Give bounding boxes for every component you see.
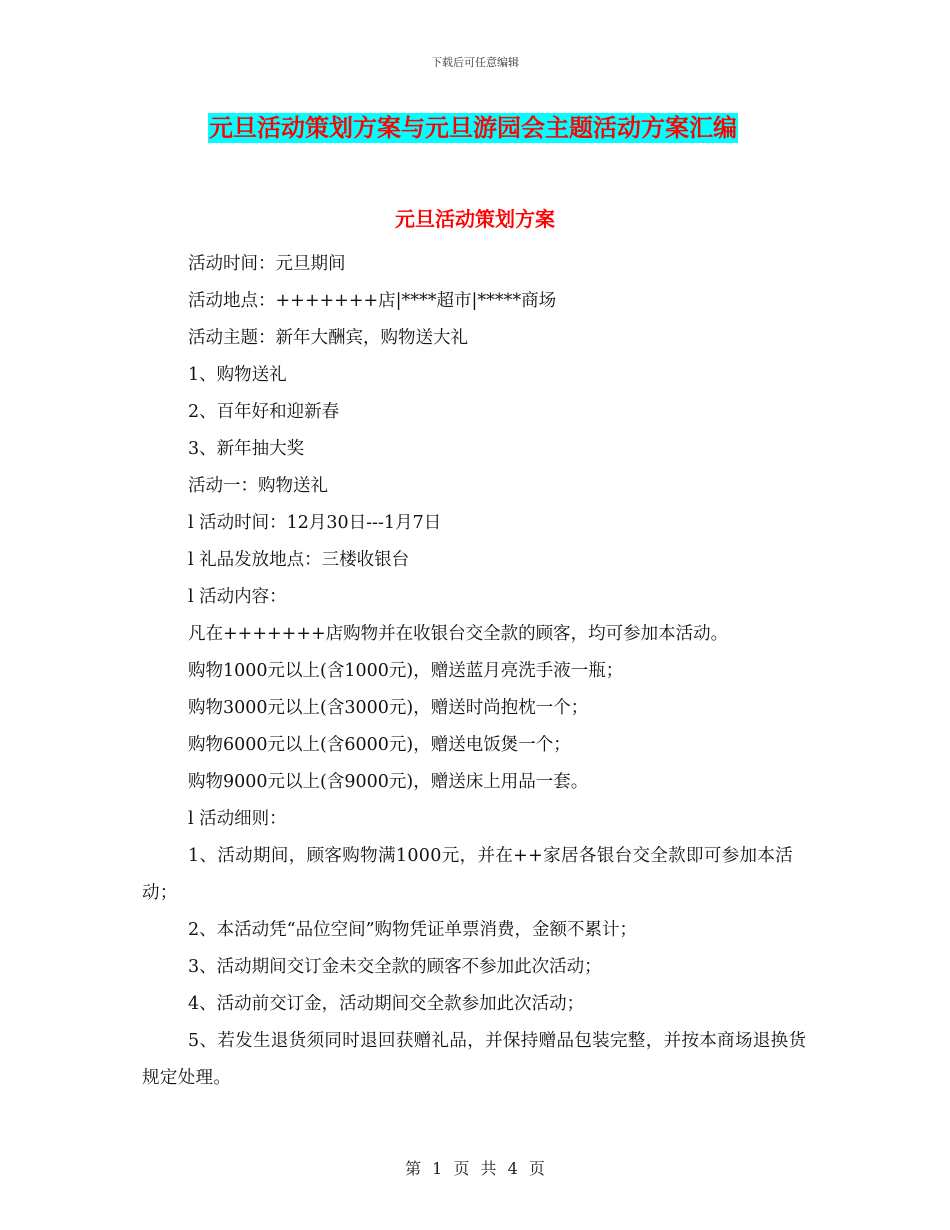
- gift-tier: 购物1000元以上(含1000元)，赠送蓝月亮洗手液一瓶；: [188, 661, 624, 681]
- bullet-item: l 活动细则：: [188, 809, 287, 829]
- rule-item: 5、若发生退货须同时退回获赠礼品，并保持赠品包装完整，并按本商场退换货规定处理。: [142, 1031, 807, 1088]
- gift-tier: 购物9000元以上(含9000元)，赠送床上用品一套。: [188, 772, 589, 792]
- paragraph-activity-time: 活动时间：元旦期间: [188, 254, 346, 274]
- rule-item: 3、活动期间交订金未交全款的顾客不参加此次活动；: [188, 957, 602, 977]
- gift-tier: 购物6000元以上(含6000元)，赠送电饭煲一个；: [188, 735, 571, 755]
- section-title: 元旦活动策划方案: [395, 207, 555, 231]
- rule-item: 2、本活动凭“品位空间”购物凭证单票消费，金额不累计；: [188, 920, 638, 940]
- paragraph-activity-theme: 活动主题：新年大酬宾，购物送大礼: [188, 328, 468, 348]
- rule-item: 4、活动前交订金，活动期间交全款参加此次活动；: [188, 994, 585, 1014]
- document-body: [142, 246, 812, 1097]
- list-item: 3、新年抽大奖: [188, 439, 305, 459]
- page-footer: 第 1 页 共 4 页: [405, 1159, 545, 1178]
- paragraph-activity-one-heading: 活动一：购物送礼: [188, 476, 328, 496]
- list-item: 2、百年好和迎新春: [188, 402, 340, 422]
- paragraph-eligibility: 凡在+++++++店购物并在收银台交全款的顾客，均可参加本活动。: [188, 624, 729, 644]
- bullet-item: l 活动内容：: [188, 587, 287, 607]
- list-item: 1、购物送礼: [188, 365, 287, 385]
- document-title: 元旦活动策划方案与元旦游园会主题活动方案汇编: [209, 114, 737, 142]
- bullet-item: l 活动时间：12月30日---1月7日: [188, 513, 442, 533]
- bullet-item: l 礼品发放地点：三楼收银台: [188, 550, 410, 570]
- gift-tier: 购物3000元以上(含3000元)，赠送时尚抱枕一个；: [188, 698, 589, 718]
- page-header-note: 下载后可任意编辑: [431, 56, 519, 69]
- paragraph-activity-location: 活动地点：+++++++店|****超市|*****商场: [188, 291, 557, 311]
- rule-item: 1、活动期间，顾客购物满1000元，并在++家居各银台交全款即可参加本活动；: [142, 846, 794, 903]
